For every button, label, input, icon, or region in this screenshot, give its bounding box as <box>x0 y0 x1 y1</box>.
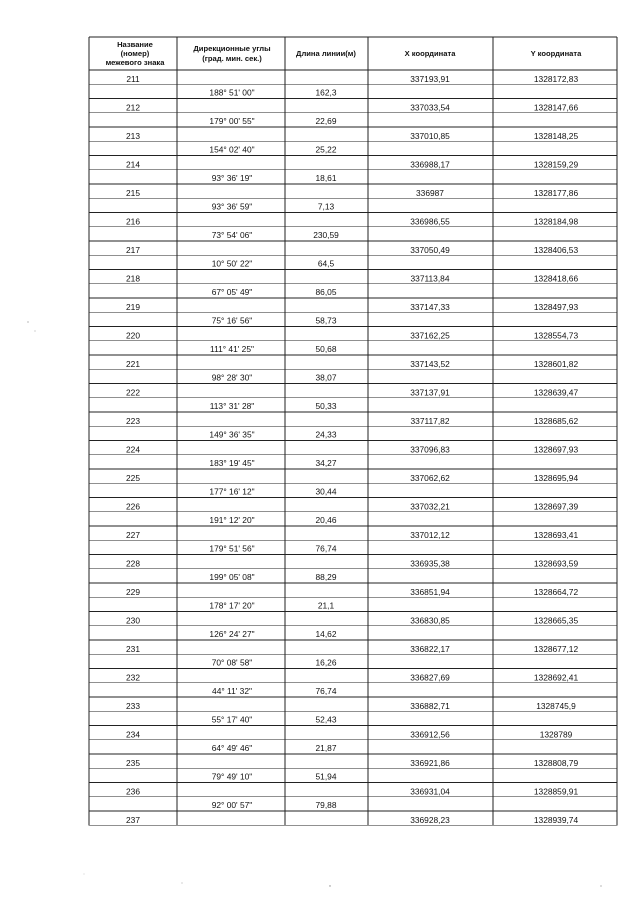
x-coordinate-value: 336988,17 <box>410 159 450 170</box>
bearing-angle-value: 111° 41' 25" <box>210 344 254 354</box>
point-number: 235 <box>126 757 140 768</box>
point-number: 227 <box>126 529 140 540</box>
point-number: 221 <box>126 358 140 369</box>
bearing-angle-value: 93° 36' 19" <box>211 173 253 183</box>
x-coordinate-value: 337062,62 <box>410 472 450 483</box>
x-coordinate-value: 337147,33 <box>410 301 450 312</box>
y-coordinate-value: 1328664,72 <box>533 586 579 597</box>
x-coordinate-value: 336935,38 <box>410 558 450 569</box>
point-number: 231 <box>126 643 140 654</box>
y-coordinate-value: 1328601,82 <box>533 358 579 369</box>
y-coordinate-value: 1328692,41 <box>533 672 579 683</box>
y-coordinate-value: 1328697,93 <box>533 444 579 455</box>
point-number: 228 <box>126 558 140 569</box>
x-coordinate-value: 336931,04 <box>410 786 450 797</box>
line-length-value: 86,05 <box>315 287 337 297</box>
y-coordinate-value: 1328172,83 <box>533 73 579 84</box>
bearing-angle-value: 179° 51' 56" <box>209 543 255 554</box>
y-coordinate-value: 1328859,91 <box>533 786 579 797</box>
bearing-angle-value: 191° 12' 20" <box>209 515 255 525</box>
x-coordinate-value: 337162,25 <box>410 330 450 341</box>
line-length-value: 7,13 <box>317 201 335 212</box>
x-coordinate-value: 336912,56 <box>410 729 450 740</box>
y-coordinate-value: 1328693,59 <box>533 558 579 569</box>
line-length-value: 52,43 <box>315 714 337 725</box>
x-coordinate-value: 336830,85 <box>410 615 450 626</box>
y-coordinate-value: 1328554,73 <box>533 330 579 341</box>
point-number: 213 <box>126 130 140 141</box>
x-coordinate-value: 336986,55 <box>410 216 450 227</box>
point-number: 214 <box>126 159 140 170</box>
y-coordinate-value: 1328685,62 <box>533 415 579 426</box>
y-coordinate-value: 1328697,39 <box>533 501 579 512</box>
x-coordinate-value: 336987 <box>416 187 444 198</box>
y-coordinate-value: 1328939,74 <box>533 814 579 825</box>
bearing-angle-value: 154° 02' 40" <box>209 144 255 155</box>
point-number: 237 <box>126 814 140 825</box>
line-length-value: 50,68 <box>315 344 337 354</box>
point-number: 220 <box>126 330 140 341</box>
y-coordinate-value: 1328184,98 <box>533 216 579 227</box>
point-number: 222 <box>126 387 140 398</box>
point-number: 218 <box>126 273 140 284</box>
point-number: 225 <box>126 472 140 483</box>
x-coordinate-value: 336851,94 <box>410 586 450 597</box>
bearing-angle-value: 44° 11' 32" <box>212 686 252 696</box>
x-coordinate-value: 336928,23 <box>410 814 450 825</box>
line-length-value: 14,62 <box>315 629 337 639</box>
y-coordinate-value: 1328677,12 <box>533 643 579 654</box>
point-number: 230 <box>126 615 140 626</box>
y-coordinate-value: 1328789 <box>539 729 573 740</box>
y-coordinate-value: 1328808,79 <box>533 757 579 768</box>
header-length: Длина линии(м) <box>296 49 356 58</box>
x-coordinate-value: 337033,54 <box>410 102 450 113</box>
bearing-angle-value: 183° 19' 45" <box>209 458 255 468</box>
point-number: 232 <box>126 672 140 683</box>
line-length-value: 25,22 <box>315 144 337 155</box>
line-length-value: 38,07 <box>315 372 337 383</box>
point-number: 223 <box>126 415 140 426</box>
header-name-line-3: межевого знака <box>105 58 165 67</box>
line-length-value: 76,74 <box>315 686 337 696</box>
bearing-angle-value: 149° 36' 35" <box>209 429 255 440</box>
y-coordinate-value: 1328177,86 <box>533 187 579 198</box>
line-length-value: 24,33 <box>315 429 337 440</box>
line-length-value: 88,29 <box>315 572 337 582</box>
point-number: 215 <box>126 187 140 198</box>
line-length-value: 34,27 <box>315 458 337 468</box>
line-length-value: 64,5 <box>317 258 335 269</box>
header-angle-line-2: (град. мин. сек.) <box>202 54 262 63</box>
header-angle-line-1: Дирекционные углы <box>193 44 271 53</box>
y-coordinate-value: 1328695,94 <box>533 472 579 483</box>
point-number: 211 <box>126 73 140 84</box>
line-length-value: 21,1 <box>317 600 335 611</box>
y-coordinate-value: 1328639,47 <box>533 387 579 398</box>
line-length-value: 51,94 <box>315 771 337 782</box>
bearing-angle-value: 98° 28' 30" <box>211 372 253 383</box>
line-length-value: 18,61 <box>315 173 337 183</box>
x-coordinate-value: 337117,82 <box>410 415 450 426</box>
point-number: 217 <box>126 244 140 255</box>
x-coordinate-value: 336882,71 <box>410 700 450 711</box>
x-coordinate-value: 337096,83 <box>410 444 450 455</box>
x-coordinate-value: 337012,12 <box>410 529 450 540</box>
point-number: 219 <box>126 301 140 312</box>
point-number: 234 <box>126 729 140 740</box>
header-name-line-2: (номер) <box>120 49 150 58</box>
x-coordinate-value: 337113,84 <box>410 273 450 284</box>
bearing-angle-value: 73° 54' 06" <box>211 230 253 240</box>
point-number: 229 <box>126 586 140 597</box>
point-number: 226 <box>126 501 140 512</box>
point-number: 212 <box>126 102 140 113</box>
y-coordinate-value: 1328693,41 <box>533 529 579 540</box>
bearing-angle-value: 199° 05' 08" <box>209 572 255 582</box>
bearing-angle-value: 178° 17' 20" <box>209 600 255 611</box>
x-coordinate-value: 337143,52 <box>410 358 450 369</box>
x-coordinate-value: 337137,91 <box>410 387 450 398</box>
bearing-angle-value: 70° 08' 58" <box>211 657 253 668</box>
line-length-value: 16,26 <box>315 657 337 668</box>
bearing-angle-value: 75° 16' 56" <box>211 315 253 326</box>
bearing-angle-value: 55° 17' 40" <box>211 714 253 725</box>
header-x-coordinate: X координата <box>404 49 456 58</box>
bearing-angle-value: 92° 00' 57" <box>211 800 253 810</box>
x-coordinate-value: 337050,49 <box>410 244 450 255</box>
x-coordinate-value: 336822,17 <box>410 643 450 654</box>
bearing-angle-value: 113° 31' 28" <box>209 401 255 411</box>
y-coordinate-value: 1328745,9 <box>536 700 576 711</box>
bearing-angle-value: 188° 51' 00" <box>209 87 255 98</box>
bearing-angle-value: 177° 16' 12" <box>209 486 255 497</box>
line-length-value: 20,46 <box>315 515 337 525</box>
x-coordinate-value: 336921,86 <box>410 757 450 768</box>
header-y-coordinate: Y координата <box>530 49 582 58</box>
line-length-value: 21,87 <box>315 743 337 753</box>
point-number: 236 <box>126 786 140 797</box>
line-length-value: 79,88 <box>315 800 337 810</box>
line-length-value: 230,59 <box>313 230 339 240</box>
y-coordinate-value: 1328147,66 <box>533 102 579 113</box>
line-length-value: 30,44 <box>315 486 337 497</box>
bearing-angle-value: 93° 36' 59" <box>211 201 253 212</box>
line-length-value: 76,74 <box>315 543 337 554</box>
x-coordinate-value: 336827,69 <box>410 672 450 683</box>
y-coordinate-value: 1328665,35 <box>533 615 579 626</box>
bearing-angle-value: 67° 05' 49" <box>211 287 253 297</box>
bearing-angle-value: 64° 49' 46" <box>211 743 253 753</box>
x-coordinate-value: 337032,21 <box>410 501 450 512</box>
header-name-line-1: Название <box>117 40 153 49</box>
y-coordinate-value: 1328406,53 <box>533 244 579 255</box>
line-length-value: 58,73 <box>315 315 337 326</box>
x-coordinate-value: 337010,85 <box>410 130 450 141</box>
point-number: 224 <box>126 444 140 455</box>
bearing-angle-value: 79° 49' 10" <box>211 771 253 782</box>
bearing-angle-value: 126° 24' 27" <box>209 629 255 639</box>
y-coordinate-value: 1328418,66 <box>533 273 579 284</box>
point-number: 216 <box>126 216 140 227</box>
bearing-angle-value: 10° 50' 22" <box>211 258 253 269</box>
y-coordinate-value: 1328148,25 <box>533 130 579 141</box>
line-length-value: 22,69 <box>315 116 337 126</box>
bearing-angle-value: 179° 00' 55" <box>209 116 255 126</box>
line-length-value: 50,33 <box>315 401 337 411</box>
x-coordinate-value: 337193,91 <box>410 73 450 84</box>
line-length-value: 162,3 <box>315 87 337 98</box>
point-number: 233 <box>126 700 140 711</box>
y-coordinate-value: 1328497,93 <box>533 301 579 312</box>
y-coordinate-value: 1328159,29 <box>533 159 579 170</box>
